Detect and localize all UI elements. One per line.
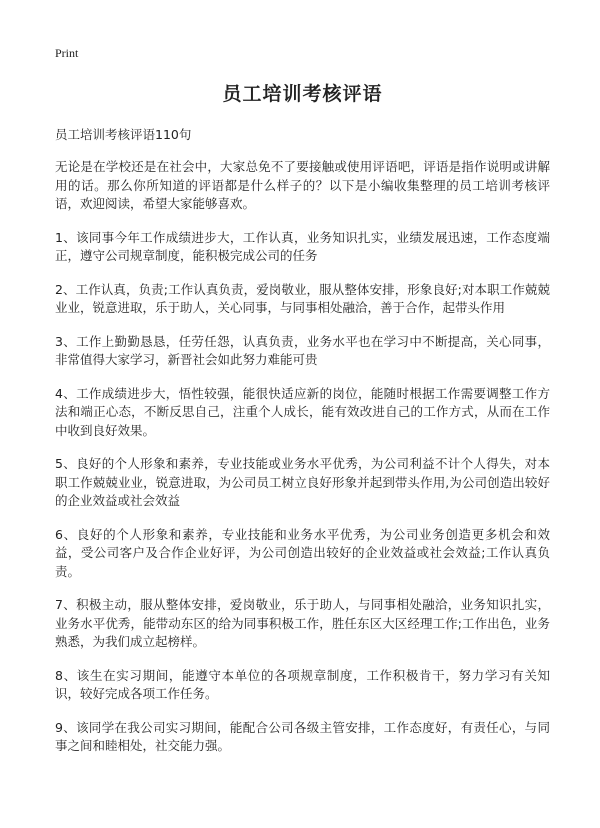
document-title: 员工培训考核评语 (222, 83, 383, 105)
list-item: 3、工作上勤勤恳恳，任劳任怨，认真负责，业务水平也在学习中不断提高，关心同事，非常值得大家学习，新晋社会如此努力难能可贵 (55, 333, 550, 367)
list-item: 9、该同学在我公司实习期间，能配合公司各级主管安排，工作态度好，有责任心，与同事之间和睦相处，社交能力强。 (55, 719, 550, 753)
list-item: 5、良好的个人形象和素养，专业技能或业务水平优秀，为公司利益不计个人得失，对本职工作兢兢业业，锐意进取，为公司员工树立良好形象并起到带头作用,为公司创造出较好的企业效益或社会效益 (55, 456, 550, 508)
list-item: 7、积极主动，服从整体安排，爱岗敬业，乐于助人，与同事相处融洽，业务知识扎实，业务水平优秀，能带动东区的给为同事积极工作，胜任东区大区经理工作;工作出色，业务熟悉，为我们成立起榜样。 (55, 597, 550, 649)
list-item: 6、良好的个人形象和素养，专业技能和业务水平优秀，为公司业务创造更多机会和效益，受公司客户及合作企业好评，为公司创造出较好的企业效益或社会效益;工作认真负责。 (55, 526, 550, 579)
print-link[interactable]: Print (55, 46, 79, 60)
document-subtitle: 员工培训考核评语110句 (55, 127, 192, 142)
document-page (55, 82, 550, 771)
list-item: 1、该同事今年工作成绩进步大，工作认真，业务知识扎实，业绩发展迅速，工作态度端正，遵守公司规章制度，能积极完成公司的任务 (55, 229, 550, 263)
list-item: 8、该生在实习期间，能遵守本单位的各项规章制度，工作积极肯干，努力学习有关知识，较好完成各项工作任务。 (55, 667, 550, 701)
list-item: 2、工作认真，负责;工作认真负责，爱岗敬业，服从整体安排，形象良好;对本职工作兢兢业业，锐意进取，乐于助人，关心同事，与同事相处融洽，善于合作，起带头作用 (55, 281, 550, 315)
list-item: 4、工作成绩进步大，悟性较强，能很快适应新的岗位，能随时根据工作需要调整工作方法和端正心态，不断反思自己，注重个人成长，能有效改进自己的工作方式，从而在工作中收到良好效果。 (55, 385, 550, 438)
intro-paragraph: 无论是在学校还是在社会中，大家总免不了要接触或使用评语吧，评语是指作说明或讲解用的话。那么你所知道的评语都是什么样子的？以下是小编收集整理的员工培训考核评语，欢迎阅读，希望大家能够喜欢。 (55, 159, 550, 211)
